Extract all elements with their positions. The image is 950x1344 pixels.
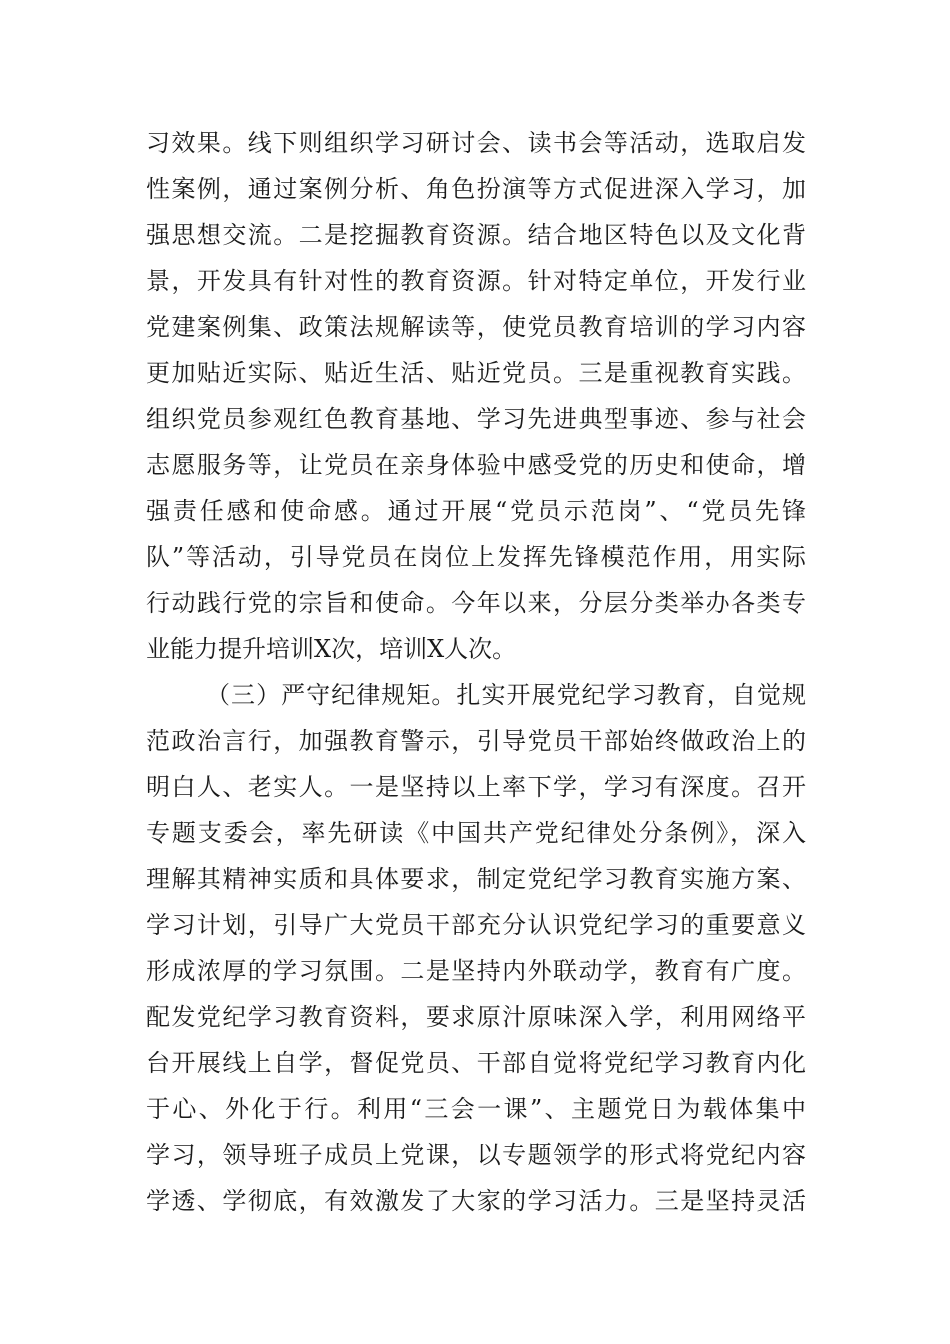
text-line: 志愿服务等，让党员在亲身体验中感受党的历史和使命，增	[146, 451, 806, 479]
text-line: 于心、外化于行。利用“三会一课”、主题党日为载体集中	[146, 1095, 806, 1123]
text-line: 专题支委会，率先研读《中国共产党纪律处分条例》，深入	[146, 819, 806, 847]
text-line: 性案例，通过案例分析、角色扮演等方式促进深入学习，加	[146, 175, 806, 203]
text-line: 范政治言行，加强教育警示，引导党员干部始终做政治上的	[146, 727, 806, 755]
text-line: 理解其精神实质和具体要求，制定党纪学习教育实施方案、	[146, 865, 806, 893]
text-line: 更加贴近实际、贴近生活、贴近党员。三是重视教育实践。	[146, 359, 806, 387]
text-line: 组织党员参观红色教育基地、学习先进典型事迹、参与社会	[146, 405, 806, 433]
text-line: 队”等活动，引导党员在岗位上发挥先锋模范作用，用实际	[146, 543, 806, 571]
text-line: 党建案例集、政策法规解读等，使党员教育培训的学习内容	[146, 313, 806, 341]
text-line: 配发党纪学习教育资料，要求原汁原味深入学，利用网络平	[146, 1003, 806, 1031]
text-line: 台开展线上自学，督促党员、干部自觉将党纪学习教育内化	[146, 1049, 806, 1077]
text-line: 明白人、老实人。一是坚持以上率下学，学习有深度。召开	[146, 773, 806, 801]
text-line: 形成浓厚的学习氛围。二是坚持内外联动学，教育有广度。	[146, 957, 806, 985]
text-line: 强责任感和使命感。通过开展“党员示范岗”、“党员先锋	[146, 497, 806, 525]
text-line: 学习计划，引导广大党员干部充分认识党纪学习的重要意义	[146, 911, 806, 939]
text-line: 习效果。线下则组织学习研讨会、读书会等活动，选取启发	[146, 129, 806, 157]
text-line: 学透、学彻底，有效激发了大家的学习活力。三是坚持灵活	[146, 1187, 806, 1215]
text-line: 景，开发具有针对性的教育资源。针对特定单位，开发行业	[146, 267, 806, 295]
paragraph-end-line: 业能力提升培训X次，培训X人次。	[146, 635, 517, 663]
text-line: 行动践行党的宗旨和使命。今年以来，分层分类举办各类专	[146, 589, 806, 617]
text-line: 强思想交流。二是挖掘教育资源。结合地区特色以及文化背	[146, 221, 806, 249]
text-line: 学习，领导班子成员上党课，以专题领学的形式将党纪内容	[146, 1141, 806, 1169]
section-heading-line: （三）严守纪律规矩。扎实开展党纪学习教育，自觉规	[206, 681, 806, 709]
